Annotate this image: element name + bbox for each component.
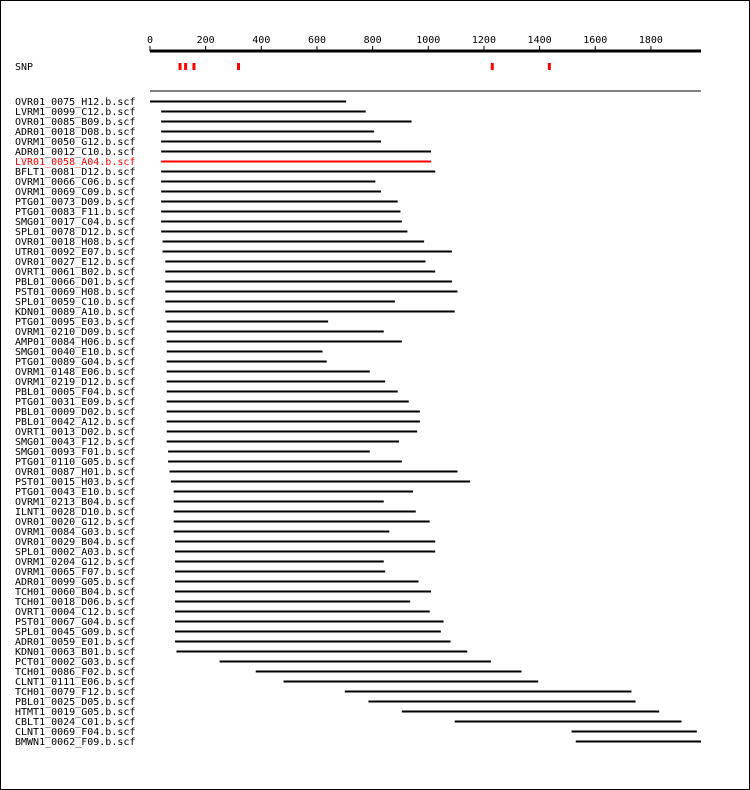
snp-marker [237,63,240,70]
read-name: OVR01_0087_H01.b.scf [15,467,136,478]
read-name: SMG01_0017_C04.b.scf [15,217,136,228]
read-name: OVR01_0085_B09.b.scf [15,117,136,128]
read-name: SPL01_0045_G09.b.scf [15,627,136,638]
read-name: OVRM1_0210_D09.b.scf [15,327,136,338]
read-name: OVRM1_0213_B04.b.scf [15,497,136,508]
read-name: BFLT1_0081_D12.b.scf [15,167,136,178]
read-name: KDN01_0089_A10.b.scf [15,307,136,318]
axis-tick-label: 1600 [583,35,608,46]
read-name: OVR01_0018_H08.b.scf [15,237,136,248]
read-name: TCH01_0079_F12.b.scf [15,687,136,698]
read-name: SPL01_0059_C10.b.scf [15,297,136,308]
read-name: PTG01_0073_D09.b.scf [15,197,136,208]
read-name: ADR01_0099_G05.b.scf [15,577,136,588]
read-name: OVR01_0020_G12.b.scf [15,517,136,528]
read-name: UTR01_0092_E07.b.scf [15,247,136,258]
snp-marker [179,63,182,70]
read-name: OVR01_0027_E12.b.scf [15,257,136,268]
axis-tick-label: 200 [196,35,215,46]
read-name: OVRT1_0004_C12.b.scf [15,607,136,618]
axis-tick-label: 1000 [416,35,441,46]
read-name: PST01_0069_H08.b.scf [15,287,136,298]
read-name: PBL01_0042_A12.b.scf [15,417,136,428]
read-name: BMWN1_0062_F09.b.scf [15,737,136,748]
read-name: OVRM1_0204_G12.b.scf [15,557,136,568]
read-name: OVRM1_0066_C06.b.scf [15,177,136,188]
snp-track-label: SNP [15,62,34,73]
read-row [15,737,701,748]
read-name: KDN01_0063_B01.b.scf [15,647,136,658]
axis-tick-label: 800 [363,35,382,46]
read-name: ADR01_0018_D08.b.scf [15,127,136,138]
read-name: OVR01_0029_B04.b.scf [15,537,136,548]
read-name: PBL01_0009_D02.b.scf [15,407,136,418]
read-name: OVRM1_0219_D12.b.scf [15,377,136,388]
read-name: ILNT1_0028_D10.b.scf [15,507,136,518]
read-name: OVRT1_0013_D02.b.scf [15,427,136,438]
axis-tick-label: 1400 [527,35,552,46]
axis-tick-label: 1200 [471,35,496,46]
read-name: PTG01_0031_E09.b.scf [15,397,136,408]
read-name: CLNT1_0111_E06.b.scf [15,677,136,688]
read-name: SPL01_0002_A03.b.scf [15,547,136,558]
axis-tick-label: 0 [146,35,154,46]
read-name: SMG01_0040_E10.b.scf [15,347,136,358]
read-name: SMG01_0093_F01.b.scf [15,447,136,458]
read-name: PBL01_0066_D01.b.scf [15,277,136,288]
read-name: PTG01_0043_E10.b.scf [15,487,136,498]
read-name: SPL01_0078_D12.b.scf [15,227,136,238]
read-name: PST01_0015_H03.b.scf [15,477,136,488]
snp-marker [192,63,195,70]
axis-tick-label: 600 [307,35,327,46]
read-name: AMP01_0084_H06.b.scf [15,337,136,348]
snp-track [179,63,551,70]
read-name: OVR01_0075_H12.b.scf [15,97,136,108]
read-list [15,97,701,748]
read-name: HTMT1_0019_G05.b.scf [15,707,136,718]
read-name: PTG01_0110_G05.b.scf [15,457,136,468]
read-name: OVRM1_0065_F07.b.scf [15,567,136,578]
read-name: TCH01_0018_D06.b.scf [15,597,136,608]
read-name: PBL01_0025_D05.b.scf [15,697,136,708]
snp-marker [548,63,551,70]
read-name: PBL01_0005_F04.b.scf [15,387,136,398]
read-alignment-diagram [1,1,749,789]
read-name: PCT01_0002_G03.b.scf [15,657,136,668]
snp-marker [491,63,494,70]
read-name: OVRM1_0050_G12.b.scf [15,137,136,148]
position-axis [147,35,701,51]
read-name: SMG01_0043_F12.b.scf [15,437,136,448]
read-name: LVRM1_0099_C12.b.scf [15,107,136,118]
snp-marker [184,63,187,70]
axis-tick-label: 1800 [638,35,663,46]
read-name: PTG01_0089_G04.b.scf [15,357,136,368]
read-name: OVRM1_0069_C09.b.scf [15,187,136,198]
read-name: PTG01_0095_E03.b.scf [15,317,136,328]
read-name: LVR01_0058_A04.b.scf [15,157,136,168]
read-name: ADR01_0012_C10.b.scf [15,147,136,158]
read-name: TCH01_0086_F02.b.scf [15,667,136,678]
read-name: ADR01_0059_E01.b.scf [15,637,136,648]
read-name: OVRM1_0084_G03.b.scf [15,527,136,538]
axis-tick-label: 400 [252,35,271,46]
read-name: OVRM1_0148_E06.b.scf [15,367,136,378]
read-name: PST01_0067_G04.b.scf [15,617,136,628]
read-name: TCH01_0060_B04.b.scf [15,587,136,598]
read-name: PTG01_0083_F11.b.scf [15,207,136,218]
read-name: CBLT1_0024_C01.b.scf [15,717,136,728]
read-name: OVRT1_0061_B02.b.scf [15,267,136,278]
read-name: CLNT1_0069_F04.b.scf [15,727,136,738]
